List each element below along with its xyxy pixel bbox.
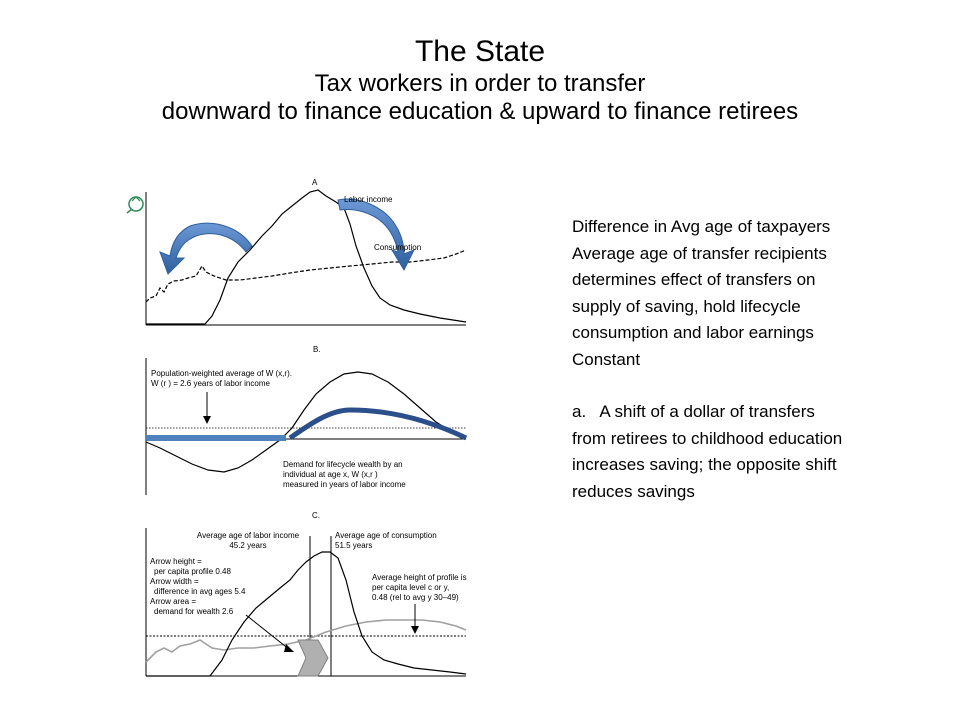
arrow-note-line-2: per capita profile 0.48 — [154, 567, 231, 576]
explanation-line-5: consumption and labor earnings — [572, 323, 814, 342]
panel-b-pointer-head — [203, 416, 211, 424]
explanation-line-1: Difference in Avg age of taxpayers — [572, 217, 831, 236]
panel-c-pointer-right-head — [411, 626, 419, 634]
avg-cons-age-label: Average age of consumption — [335, 531, 437, 540]
avg-labor-age-label: Average age of labor income — [196, 531, 300, 540]
explanation-line-4: supply of saving, hold lifecycle — [572, 296, 801, 316]
list-item-a-line-1 — [572, 399, 952, 426]
avg-cons-age-value: 51.5 years — [335, 541, 373, 550]
slide-subtitle-2: downward to finance education & upward to finance retirees — [161, 98, 799, 125]
explanation-text — [572, 214, 952, 505]
panel-c-pointer-left-head — [284, 644, 294, 652]
arrow-upward-transfer — [338, 199, 414, 270]
explanation-line-6: Constant — [572, 349, 641, 369]
slide-title: The State — [414, 35, 546, 68]
list-item-marker: a. — [572, 402, 587, 421]
panel-b-note-top-line-1: Population-weighted average of W (x,r). — [151, 369, 292, 378]
paragraph-gap — [572, 373, 952, 399]
list-item-a-line-2: from retirees to childhood education — [572, 428, 843, 448]
profile-note-line-3: 0.48 (rel to avg y 30–49) — [372, 593, 459, 602]
profile-note-line-2: per capita level c or y, — [372, 583, 450, 592]
panel-b-note-bottom-line-2: individual at age x, W (x,r ) — [283, 470, 378, 479]
panel-b-label: B. — [313, 345, 321, 354]
arrow-downward-transfer — [160, 223, 252, 274]
panel-c-pointer-left — [246, 615, 290, 650]
labor-income-curve — [146, 190, 466, 324]
panel-c-wealth-arrow — [298, 640, 328, 676]
arrow-dimensions-note — [150, 557, 245, 617]
arrow-note-line-3: Arrow width = — [150, 577, 199, 586]
explanation-line-2: Average age of transfer recipients — [572, 243, 827, 263]
avg-cons-age-note — [335, 531, 437, 551]
list-item-a-line-3: increases saving; the opposite shift — [572, 455, 837, 474]
explanation-line-3: determines effect of transfers on — [572, 270, 816, 289]
panel-b-note-bottom-line-1: Demand for lifecycle wealth by an — [283, 460, 403, 469]
avg-wealth-bar — [146, 435, 286, 441]
panel-b-note-bottom — [283, 460, 406, 490]
arrow-note-line-6: demand for wealth 2.6 — [154, 607, 234, 616]
arrow-note-line-4: difference in avg ages 5.4 — [154, 587, 246, 596]
panel-b-note-bottom-line-3: measured in years of labor income — [283, 480, 406, 489]
panel-b-note-top-line-2: W (r ) = 2.6 years of labor income — [151, 379, 270, 388]
panel-c-label: C. — [312, 511, 320, 520]
arrow-note-line-1: Arrow height = — [150, 557, 202, 566]
slide-subtitle-1: Tax workers in order to transfer — [314, 70, 646, 97]
consumption-curve — [146, 250, 466, 302]
recycle-icon — [127, 197, 143, 213]
consumption-label: Consumption — [374, 243, 422, 252]
avg-labor-age-note — [192, 531, 304, 551]
list-item-a-line-4: reduces savings — [572, 481, 695, 501]
panel-b-note-top — [151, 369, 292, 389]
profile-note-line-1: Average height of profile is — [372, 573, 467, 582]
arrow-note-line-5: Arrow area = — [150, 597, 197, 606]
list-item-a-text-1: A shift of a dollar of transfers — [599, 402, 815, 421]
avg-labor-age-value: 45.2 years — [229, 541, 267, 550]
panel-a-label: A — [312, 178, 318, 187]
labor-income-label: Labor income — [344, 195, 393, 204]
profile-height-note — [372, 573, 467, 603]
